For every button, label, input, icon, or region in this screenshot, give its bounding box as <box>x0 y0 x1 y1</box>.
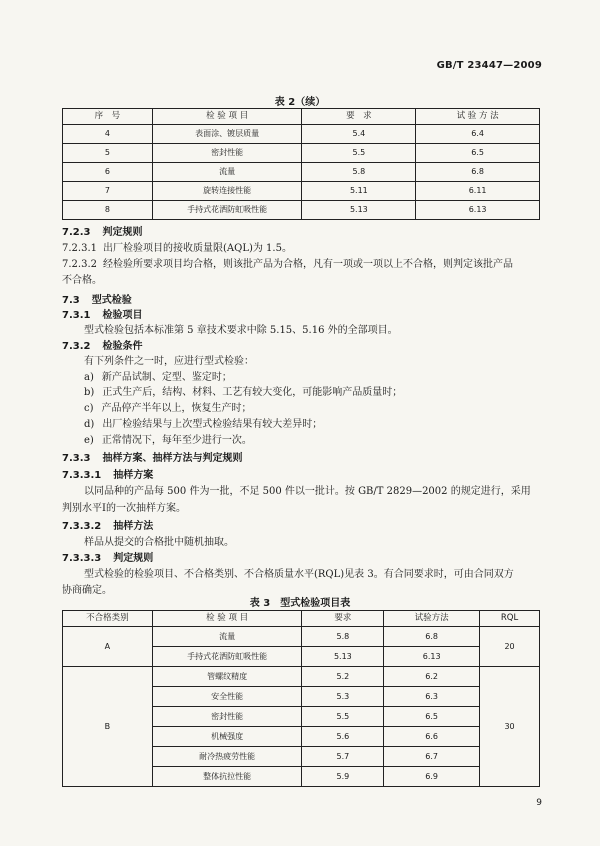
table2-cell-method: 6.5 <box>416 144 540 163</box>
table2-caption: 表 2（续） <box>274 97 326 108</box>
body-line-item <box>84 435 252 447</box>
line-text: 正式生产后，结构、材料、工艺有较大变化，可能影响产品质量时； <box>102 387 403 398</box>
line-text: 检验项目 <box>102 310 143 321</box>
table2-cell-method: 6.11 <box>416 182 540 201</box>
line-text: 以同品种的产品每 500 件为一批，不足 500 件以一批计。按 GB/T 2829—2002 的规定进行，采用 <box>84 486 531 497</box>
body-line-item <box>84 403 252 415</box>
line-text: 判定规则 <box>113 553 154 564</box>
section-number: 7.3.3.3 <box>62 553 102 564</box>
table3-cell-method: 6.2 <box>384 667 480 687</box>
table2 <box>62 108 540 220</box>
body-line-text <box>62 243 292 255</box>
table3-header-category: 不合格类别 <box>63 611 153 627</box>
table2-cell-item: 旋转连接性能 <box>152 182 302 201</box>
table3-cell-category: A <box>63 627 153 667</box>
body-line-heading <box>62 295 132 307</box>
body-line-heading <box>62 310 142 322</box>
table3-cell-item: 机械强度 <box>152 727 302 747</box>
body-line-para <box>84 486 531 498</box>
body-line-para <box>84 325 398 337</box>
section-number: 7.2.3.1 <box>62 243 97 254</box>
table2-row <box>63 144 540 163</box>
line-text: 有下列条件之一时，应进行型式检验： <box>84 356 254 367</box>
table3-cell-requirement: 5.6 <box>302 727 384 747</box>
section-number: a) <box>84 372 94 383</box>
standard-code: GB/T 23447—2009 <box>436 60 542 71</box>
section-number: 7.3.2 <box>62 341 91 352</box>
line-text: 出厂检验结果与上次型式检验结果有较大差异时； <box>102 419 323 430</box>
table2-cell-requirement: 5.5 <box>302 144 416 163</box>
table3-cell-rql: 20 <box>480 627 540 667</box>
line-text: 经检验所要求项目均合格，则该批产品为合格，凡有一项或一项以上不合格，则判定该批产品 <box>103 259 513 270</box>
page-number: 9 <box>536 798 542 808</box>
table2-header-item: 检 验 项 目 <box>152 109 302 125</box>
table2-cell-method: 6.13 <box>416 201 540 220</box>
table3-header-rql: RQL <box>480 611 540 627</box>
line-text: 抽样方案、抽样方法与判定规则 <box>102 453 243 464</box>
table3-cell-item: 安全性能 <box>152 687 302 707</box>
body-line-heading <box>62 341 142 353</box>
table2-cell-no: 4 <box>63 125 153 144</box>
section-number: 7.2.3 <box>62 227 91 238</box>
table2-cell-item: 表面涂、镀层质量 <box>152 125 302 144</box>
body-line-item <box>84 372 232 384</box>
table2-cell-item: 流量 <box>152 163 302 182</box>
table2-cell-method: 6.8 <box>416 163 540 182</box>
section-number: 7.3.3.2 <box>62 521 102 532</box>
table3-cell-requirement: 5.2 <box>302 667 384 687</box>
table3-cell-method: 6.13 <box>384 647 480 667</box>
body-line-cont <box>62 275 102 287</box>
table3-cell-requirement: 5.8 <box>302 627 384 647</box>
table2-cell-no: 6 <box>63 163 153 182</box>
table2-header-requirement: 要 求 <box>302 109 416 125</box>
body-line-para <box>84 356 254 368</box>
section-number: 7.2.3.2 <box>62 259 97 270</box>
table2-row <box>63 201 540 220</box>
table2-header-no: 序 号 <box>63 109 153 125</box>
table2-cell-no: 5 <box>63 144 153 163</box>
body-line-item <box>84 419 322 431</box>
table2-row <box>63 182 540 201</box>
section-number: c) <box>84 403 94 414</box>
table3-cell-item: 手持式花洒防虹吸性能 <box>152 647 302 667</box>
table2-cell-requirement: 5.4 <box>302 125 416 144</box>
line-text: 判别水平Ⅰ的一次抽样方案。 <box>62 503 186 514</box>
body-line-heading <box>62 470 153 482</box>
line-text: 新产品试制、定型、鉴定时； <box>101 372 232 383</box>
section-number: 7.3.3 <box>62 453 91 464</box>
line-text: 判定规则 <box>102 227 143 238</box>
line-text: 型式检验包括本标准第 5 章技术要求中除 5.15、5.16 外的全部项目。 <box>84 325 398 336</box>
table3-header-row <box>63 611 540 627</box>
table3-header-item: 检 验 项 目 <box>152 611 302 627</box>
table3 <box>62 610 540 787</box>
table3-cell-method: 6.3 <box>384 687 480 707</box>
line-text: 样品从提交的合格批中随机抽取。 <box>84 537 234 548</box>
table2-cell-item: 手持式花洒防虹吸性能 <box>152 201 302 220</box>
body-line-heading <box>62 521 153 533</box>
table3-cell-requirement: 5.7 <box>302 747 384 767</box>
table2-header-row <box>63 109 540 125</box>
table3-cell-item: 耐冷热疲劳性能 <box>152 747 302 767</box>
table3-cell-rql: 30 <box>480 667 540 787</box>
line-text: 抽样方案 <box>113 470 154 481</box>
line-text: 检验条件 <box>102 341 143 352</box>
section-number: 7.3.1 <box>62 310 91 321</box>
table3-cell-method: 6.7 <box>384 747 480 767</box>
table2-header-method: 试 验 方 法 <box>416 109 540 125</box>
line-text: 正常情况下，每年至少进行一次。 <box>101 435 252 446</box>
table2-cell-no: 8 <box>63 201 153 220</box>
table2-cell-no: 7 <box>63 182 153 201</box>
table3-cell-requirement: 5.3 <box>302 687 384 707</box>
table2-cell-requirement: 5.8 <box>302 163 416 182</box>
table2-row <box>63 125 540 144</box>
section-number: 7.3 <box>62 295 80 306</box>
section-number: b) <box>84 387 95 398</box>
table3-cell-item: 管螺纹精度 <box>152 667 302 687</box>
table2-cell-method: 6.4 <box>416 125 540 144</box>
body-line-heading <box>62 227 142 239</box>
line-text: 产品停产半年以上，恢复生产时； <box>101 403 252 414</box>
line-text: 不合格。 <box>62 275 102 286</box>
table3-cell-item: 流量 <box>152 627 302 647</box>
table2-cell-requirement: 5.11 <box>302 182 416 201</box>
table3-cell-requirement: 5.5 <box>302 707 384 727</box>
table2-row <box>63 163 540 182</box>
body-line-para <box>84 537 234 549</box>
line-text: 抽样方法 <box>113 521 154 532</box>
table3-row <box>63 667 540 687</box>
line-text: 型式检验 <box>91 295 132 306</box>
table3-cell-item: 整体抗拉性能 <box>152 767 302 787</box>
table3-header-method: 试验方法 <box>384 611 480 627</box>
body-line-para <box>84 569 514 581</box>
section-number: 7.3.3.1 <box>62 470 102 481</box>
table2-cell-requirement: 5.13 <box>302 201 416 220</box>
table3-cell-method: 6.8 <box>384 627 480 647</box>
table3-cell-requirement: 5.13 <box>302 647 384 667</box>
line-text: 协商确定。 <box>62 585 112 596</box>
section-number: e) <box>84 435 94 446</box>
table2-cell-item: 密封性能 <box>152 144 302 163</box>
table3-cell-requirement: 5.9 <box>302 767 384 787</box>
section-number: d) <box>84 419 95 430</box>
table3-cell-method: 6.5 <box>384 707 480 727</box>
line-text: 出厂检验项目的接收质量限(AQL)为 1.5。 <box>103 243 292 254</box>
table3-row <box>63 627 540 647</box>
line-text: 型式检验的检验项目、不合格类别、不合格质量水平(RQL)见表 3。有合同要求时，可由合同双方 <box>84 569 514 580</box>
table3-header-requirement: 要求 <box>302 611 384 627</box>
table3-cell-method: 6.6 <box>384 727 480 747</box>
table3-cell-item: 密封性能 <box>152 707 302 727</box>
body-line-heading <box>62 453 242 465</box>
body-line-text <box>62 259 513 271</box>
body-line-cont <box>62 503 186 515</box>
table3-caption: 表 3 型式检验项目表 <box>249 598 351 609</box>
body-line-heading <box>62 553 153 565</box>
table3-cell-method: 6.9 <box>384 767 480 787</box>
table3-cell-category: B <box>63 667 153 787</box>
body-line-item <box>84 387 402 399</box>
